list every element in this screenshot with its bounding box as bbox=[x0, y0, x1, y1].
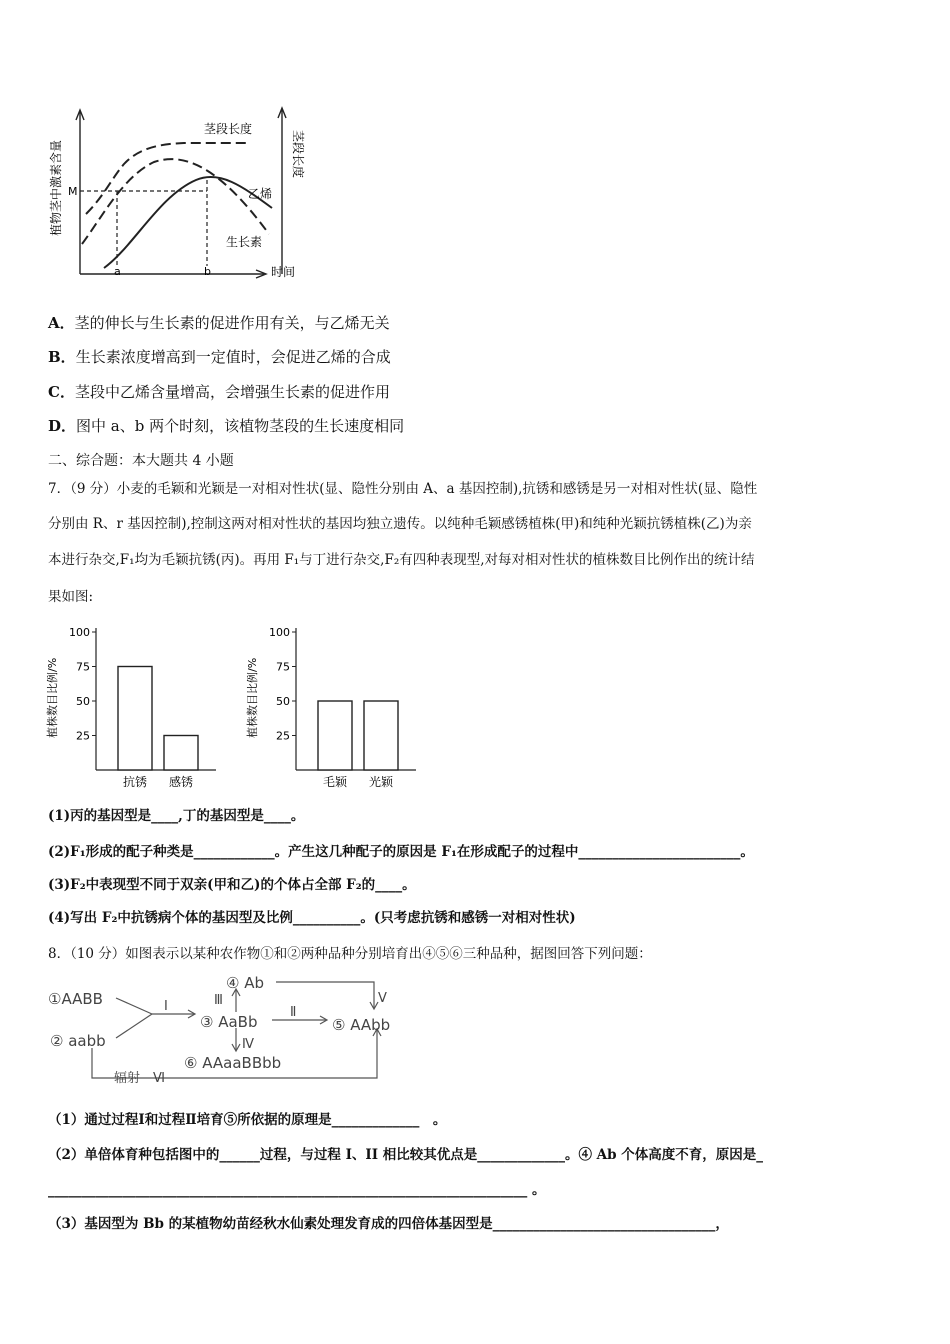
y-axis-label: 植物茎中激素含量 bbox=[49, 139, 63, 236]
option-letter: D． bbox=[48, 417, 77, 435]
q7-sub2: (2)F₁形成的配子种类是____________。产生这几种配子的原因是 F₁在形成配子的过程中________________________。 bbox=[48, 844, 754, 860]
step-5-label: Ⅴ bbox=[378, 991, 387, 1006]
y-tick-label: 75 bbox=[276, 660, 290, 674]
haploid-ab: ④ Ab bbox=[226, 974, 264, 992]
hormone-figure bbox=[44, 96, 314, 282]
b-label: b bbox=[204, 265, 211, 278]
step-2-label: Ⅱ bbox=[290, 1005, 297, 1020]
merge-line-top bbox=[116, 998, 152, 1014]
a-label: a bbox=[114, 265, 121, 278]
bar-抗锈 bbox=[118, 667, 152, 771]
q8-sub2: （2）单倍体育种包括图中的______过程，与过程 I、II 相比较其优点是_____________。④ Ab 个体高度不育，原因是_ bbox=[48, 1147, 764, 1163]
y-axis-label: 植株数目比例/% bbox=[246, 657, 259, 738]
category-label: 抗锈 bbox=[122, 775, 148, 789]
q7-line2: 分别由 R、r 基因控制),控制这两对相对性状的基因均独立遗传。以纯种毛颖感锈植株(甲)和纯种光颖抗锈植株(乙)为亲 bbox=[48, 516, 752, 532]
option-letter: A． bbox=[48, 314, 75, 332]
y-axis-label: 植株数目比例/% bbox=[46, 657, 59, 738]
option-c bbox=[48, 381, 390, 402]
y-tick-label: 75 bbox=[76, 660, 90, 674]
category-label: 感锈 bbox=[168, 775, 194, 789]
q7-sub4: (4)写出 F₂中抗锈病个体的基因型及比例__________。(只考虑抗锈和感锈一对相对性状) bbox=[48, 910, 576, 926]
m-label: M bbox=[68, 185, 78, 198]
option-text: 茎的伸长与生长素的促进作用有关，与乙烯无关 bbox=[74, 314, 390, 332]
resistance-bar-chart bbox=[44, 620, 224, 792]
auxin-label: 生长素 bbox=[226, 235, 263, 249]
q7-line3: 本进行杂交,F₁均为毛颖抗锈(丙)。再用 F₁与丁进行杂交,F₂有四种表现型,对每对相对性状的植株数目比例作出的统计结 bbox=[48, 552, 755, 568]
glume-bar-chart bbox=[244, 620, 424, 792]
product-aabb: ⑤ AAbb bbox=[332, 1016, 391, 1034]
q8-sub3: （3）基因型为 Bb 的某植物幼苗经秋水仙素处理发育成的四倍体基因型是_________________________________， bbox=[48, 1216, 729, 1232]
option-b bbox=[48, 346, 391, 367]
y-tick-label: 25 bbox=[276, 729, 290, 743]
breeding-diagram bbox=[44, 968, 414, 1088]
step-3-label: Ⅲ bbox=[214, 993, 223, 1008]
y-tick-label: 50 bbox=[276, 695, 290, 708]
y-tick-label: 25 bbox=[76, 729, 90, 743]
right-axis-label: 茎段长度 bbox=[291, 130, 305, 179]
step-6-label: 辐射 Ⅵ bbox=[114, 1071, 165, 1086]
option-letter: B． bbox=[48, 348, 76, 366]
x-axis-label: 时间 bbox=[271, 265, 296, 279]
ethylene-curve bbox=[82, 159, 269, 244]
q8-sub2-cont: _______________________________________________________________________ 。 bbox=[48, 1182, 546, 1198]
bar-光颖 bbox=[364, 701, 398, 770]
tetraploid: ⑥ AAaaBBbb bbox=[184, 1054, 282, 1072]
option-text: 图中 a、b 两个时刻，该植物茎段的生长速度相同 bbox=[76, 417, 405, 435]
category-label: 毛颖 bbox=[322, 775, 348, 789]
q7-line4: 果如图: bbox=[48, 589, 94, 605]
y-tick-label: 50 bbox=[76, 695, 90, 708]
hybrid-aabb: ③ AaBb bbox=[200, 1013, 258, 1031]
parent-aabb-lower: ② aabb bbox=[50, 1032, 106, 1050]
section-title: 二、综合题：本大题共 4 小题 bbox=[48, 453, 234, 469]
option-text: 生长素浓度增高到一定值时，会促进乙烯的合成 bbox=[75, 348, 391, 366]
option-text: 茎段中乙烯含量增高，会增强生长素的促进作用 bbox=[74, 383, 390, 401]
bar-感锈 bbox=[164, 736, 198, 771]
step-1-label: Ⅰ bbox=[164, 999, 168, 1014]
y-tick-label: 100 bbox=[269, 626, 290, 639]
bar-毛颖 bbox=[318, 701, 352, 770]
y-tick-label: 100 bbox=[69, 626, 90, 639]
option-a bbox=[48, 312, 390, 333]
q7-sub1: (1)丙的基因型是____,丁的基因型是____。 bbox=[48, 808, 305, 824]
category-label: 光颖 bbox=[368, 775, 394, 789]
q7-line1: 7．（9 分）小麦的毛颖和光颖是一对相对性状(显、隐性分别由 A、a 基因控制),抗锈和感锈是另一对相对性状(显、隐性 bbox=[48, 481, 758, 497]
q8-intro: 8．（10 分）如图表示以某种农作物①和②两种品种分别培育出④⑤⑥三种品种，据图回答下列问题： bbox=[48, 946, 652, 962]
ethylene-label: 乙烯 bbox=[248, 187, 273, 201]
option-d bbox=[48, 415, 404, 436]
option-letter: C． bbox=[48, 383, 75, 401]
step-4-label: Ⅳ bbox=[242, 1037, 254, 1052]
q7-sub3: (3)F₂中表现型不同于双亲(甲和乙)的个体占全部 F₂的____。 bbox=[48, 877, 416, 893]
stem-length-label: 茎段长度 bbox=[204, 122, 253, 136]
q8-sub1: （1）通过过程Ⅰ和过程Ⅱ培育⑤所依据的原理是_____________ 。 bbox=[48, 1112, 447, 1128]
merge-line-bottom bbox=[116, 1014, 152, 1038]
parent-aabb-upper: ①AABB bbox=[48, 990, 103, 1008]
